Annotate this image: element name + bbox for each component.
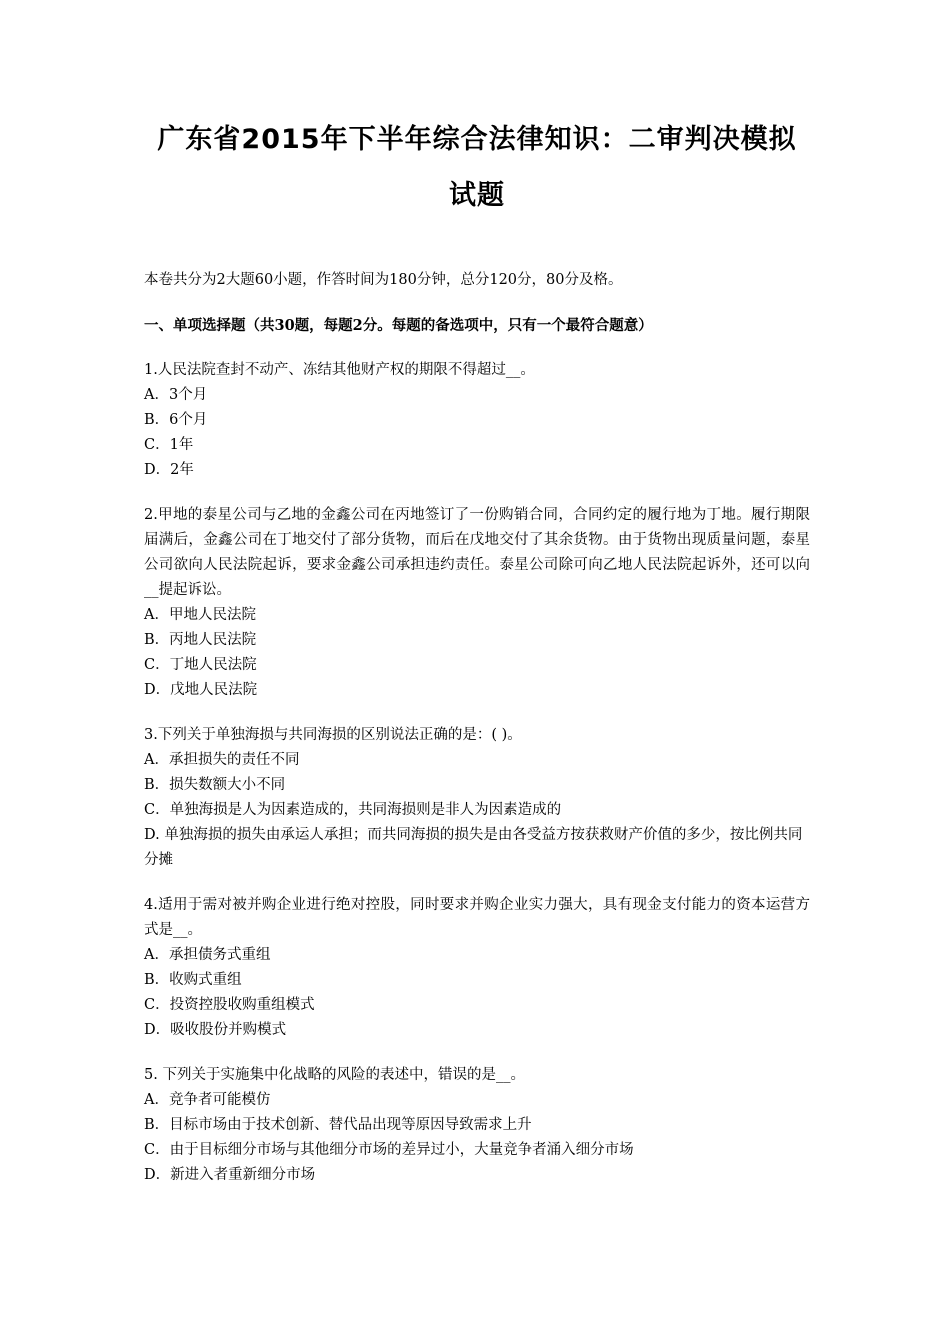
option-c: C．由于目标细分市场与其他细分市场的差异过小，大量竞争者涌入细分市场 <box>144 1142 634 1158</box>
question-text: 2.甲地的泰星公司与乙地的金鑫公司在丙地签订了一份购销合同，合同约定的履行地为丁地。履行期限届满后，金鑫公司在丁地交付了部分货物，而后在戊地交付了其余货物。由于货物出现质量问题，泰星公司欲向人民法院起诉，要求金鑫公司承担违约责任。泰星公司除可向乙地人民法院起诉外，还可以向__提起诉讼。 <box>144 507 810 598</box>
option-a: A．承担损失的责任不同 <box>144 752 300 768</box>
option-a: A．承担债务式重组 <box>144 947 271 963</box>
option-d: D．新进入者重新细分市场 <box>144 1167 316 1183</box>
question-text: 5. 下列关于实施集中化战略的风险的表述中，错误的是__。 <box>144 1067 525 1083</box>
option-c: C．投资控股收购重组模式 <box>144 997 315 1013</box>
question-4 <box>144 893 810 1043</box>
question-2 <box>144 503 810 703</box>
option-a: A．3个月 <box>144 387 208 403</box>
option-c: C．1年 <box>144 437 194 453</box>
title-line-2: 试题 <box>449 180 505 211</box>
option-c: C．单独海损是人为因素造成的，共同海损则是非人为因素造成的 <box>144 802 562 818</box>
option-d: D．吸收股份并购模式 <box>144 1022 287 1038</box>
option-c: C．丁地人民法院 <box>144 657 257 673</box>
question-5 <box>144 1063 810 1188</box>
exam-intro: 本卷共分为2大题60小题，作答时间为180分钟，总分120分，80分及格。 <box>144 272 623 288</box>
option-d: D. 单独海损的损失由承运人承担；而共同海损的损失是由各受益方按获救财产价值的多少，按比例共同分摊 <box>144 827 803 868</box>
option-a: A．甲地人民法院 <box>144 607 256 623</box>
question-1 <box>144 358 810 483</box>
option-b: B．丙地人民法院 <box>144 632 257 648</box>
question-text: 3.下列关于单独海损与共同海损的区别说法正确的是：( )。 <box>144 727 522 743</box>
question-text: 1.人民法院查封不动产、冻结其他财产权的期限不得超过__。 <box>144 362 535 378</box>
option-b: B．收购式重组 <box>144 972 242 988</box>
option-b: B．目标市场由于技术创新、替代品出现等原因导致需求上升 <box>144 1117 532 1133</box>
option-d: D．戊地人民法院 <box>144 682 258 698</box>
option-b: B．6个月 <box>144 412 208 428</box>
option-d: D．2年 <box>144 462 194 478</box>
question-3 <box>144 723 810 873</box>
option-a: A．竞争者可能模仿 <box>144 1092 271 1108</box>
title-line-1: 广东省2015年下半年综合法律知识：二审判决模拟 <box>157 124 797 155</box>
question-text: 4.适用于需对被并购企业进行绝对控股，同时要求并购企业实力强大，具有现金支付能力的资本运营方式是__。 <box>144 897 810 938</box>
section-heading-single-choice: 一、单项选择题（共30题，每题2分。每题的备选项中，只有一个最符合题意） <box>144 317 653 334</box>
document-title <box>144 112 810 224</box>
option-b: B．损失数额大小不同 <box>144 777 286 793</box>
